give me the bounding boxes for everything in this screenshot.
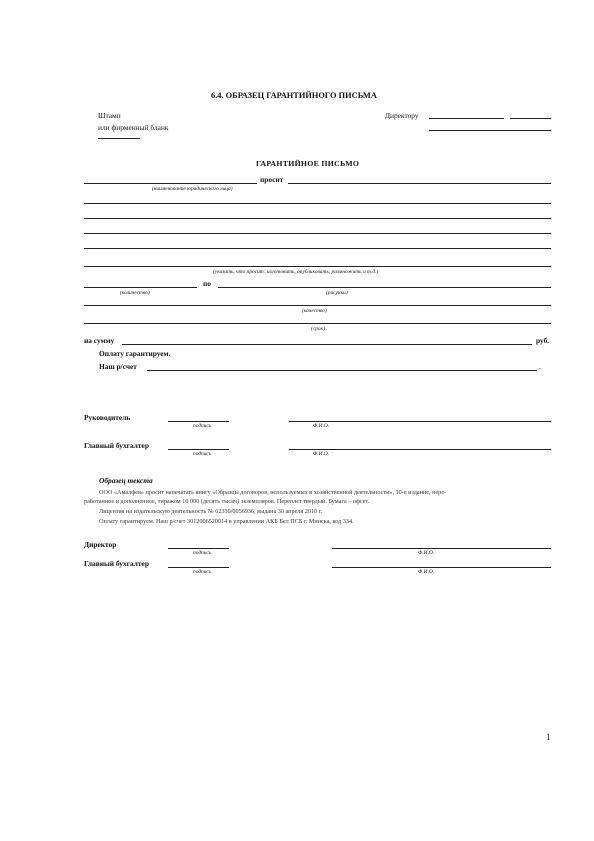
section-title: 6.4. ОБРАЗЕЦ ГАРАНТИЙНОГО ПИСЬМА: [211, 91, 377, 100]
quantity-line[interactable]: [84, 287, 197, 288]
asks-line[interactable]: [288, 183, 551, 184]
request-line-3[interactable]: [84, 233, 551, 234]
sample-paragraph-3: Оплату гарантируем. Наш р/счет 3012006520014 в управлении АКБ Бел ПСБ г. Минска, код 334.: [99, 518, 354, 525]
request-line-5[interactable]: [84, 266, 551, 267]
sum-line[interactable]: [122, 344, 532, 345]
sample-director-caption-name: Ф.И.О.: [418, 550, 435, 556]
asks-label: просит: [260, 175, 284, 184]
sample-director-label: Директор: [84, 540, 117, 549]
legal-entity-line[interactable]: [84, 183, 257, 184]
sample-paragraph-1-line-1: ООО «Амалфея» просит напечатать книгу «Образцы договоров, используемых в хозяйственной деятельности», 10-е издание, пере-: [99, 489, 447, 496]
director-name-line[interactable]: [429, 130, 551, 131]
caption-quantity: (количество): [120, 290, 150, 296]
chief-accountant-label: Главный бухгалтер: [84, 441, 149, 450]
sample-chief-signature-line[interactable]: [168, 567, 229, 568]
head-label: Руководитель: [84, 413, 131, 422]
caption-request: (указать, что просит: изготовить, опубликовать, размножить и т.д.): [213, 269, 379, 275]
term-line[interactable]: [84, 323, 551, 324]
director-to-line-1[interactable]: [429, 118, 504, 119]
chief-caption-name: Ф.И.О.: [313, 451, 330, 457]
chief-signature-line[interactable]: [168, 449, 229, 450]
caption-legal-entity: (наименование юридического лица): [152, 186, 233, 192]
stamp-line[interactable]: [98, 138, 140, 139]
sample-director-signature-line[interactable]: [168, 548, 229, 549]
chief-name-line[interactable]: [289, 449, 551, 450]
sample-chief-name-line[interactable]: [332, 567, 551, 568]
caption-term: (срок): [311, 326, 325, 332]
caption-drawings: (рисунки): [326, 290, 348, 296]
sample-paragraph-2: Лицензия на издательскую деятельность № 02330/0056936, выдана 30 апреля 2010 г.: [99, 508, 323, 515]
sample-chief-caption-name: Ф.И.О.: [418, 569, 435, 575]
blank-label: или фирменный бланк: [98, 123, 169, 132]
sample-paragraph-1-line-2: работанное и дополненное, тиражом 10 000 (десять тысяч) экземпляров. Переплет твердый. Бумага – офсет.: [84, 498, 370, 505]
request-line-2[interactable]: [84, 218, 551, 219]
account-label: Наш р/счет: [99, 362, 137, 371]
request-line-4[interactable]: [84, 248, 551, 249]
head-name-line[interactable]: [289, 421, 551, 422]
sample-chief-label: Главный бухгалтер: [84, 559, 149, 568]
sample-chief-caption-signature: подпись: [193, 569, 212, 575]
account-period: .: [539, 362, 541, 371]
head-signature-line[interactable]: [168, 421, 229, 422]
director-to-label: Директору: [385, 111, 419, 120]
sample-heading: Образец текста: [99, 476, 153, 485]
stamp-label: Штамп: [98, 111, 121, 120]
guarantee-text: Оплату гарантируем.: [99, 349, 171, 358]
page-number: 1: [546, 732, 551, 742]
caption-quality: (качество): [302, 308, 327, 314]
drawings-line[interactable]: [218, 287, 551, 288]
sample-director-caption-signature: подпись: [193, 550, 212, 556]
sample-director-name-line[interactable]: [332, 548, 551, 549]
head-caption-signature: подпись: [193, 423, 212, 429]
currency-label: руб.: [536, 336, 550, 345]
for-sum-label: на сумму: [84, 336, 115, 345]
request-line-1[interactable]: [84, 203, 551, 204]
by-label: по: [203, 279, 211, 288]
account-line[interactable]: [147, 370, 537, 371]
letter-title: ГАРАНТИЙНОЕ ПИСЬМО: [256, 159, 360, 168]
quality-line[interactable]: [84, 305, 551, 306]
chief-caption-signature: подпись: [193, 451, 212, 457]
director-to-line-2[interactable]: [510, 118, 551, 119]
head-caption-name: Ф.И.О.: [313, 423, 330, 429]
